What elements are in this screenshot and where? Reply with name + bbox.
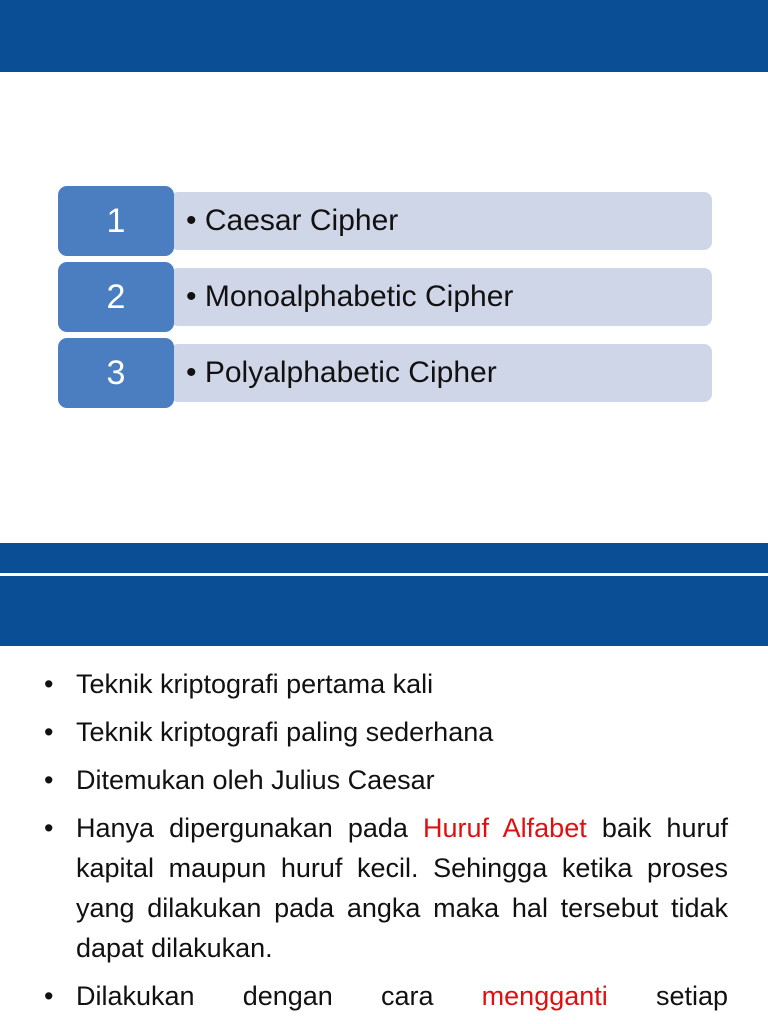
cipher-item-1 (58, 186, 712, 256)
section-title-band (0, 576, 768, 646)
bullet-dot: • (44, 717, 54, 747)
bullet-text-1: Teknik kriptografi pertama kali (76, 669, 434, 699)
cipher-number-1: 1 (58, 186, 174, 256)
cipher-item-2 (58, 262, 712, 332)
top-title-band (0, 0, 768, 72)
cipher-number-2: 2 (58, 262, 174, 332)
bullet-item-2 (44, 712, 728, 752)
bullet-item-5 (44, 976, 728, 1016)
bullet-dot: • (44, 981, 54, 1011)
bullet-item-3 (44, 760, 728, 800)
bullet-dot: • (44, 669, 54, 699)
caesar-description-list (44, 664, 728, 1024)
cipher-item-3 (58, 338, 712, 408)
bullet-text-5-pre: Dilakukan dengan cara (76, 981, 434, 1011)
bullet-text-5-post: setiap (655, 981, 728, 1011)
cipher-label-1: • Caesar Cipher (170, 192, 712, 250)
section-divider-band (0, 543, 768, 573)
bullet-text-3: Ditemukan oleh Julius Caesar (76, 765, 435, 795)
bullet-text-2: Teknik kriptografi paling sederhana (76, 717, 494, 747)
cipher-label-2: • Monoalphabetic Cipher (170, 268, 712, 326)
cipher-label-3: • Polyalphabetic Cipher (170, 344, 712, 402)
bullet-text-4-post: baik huruf kapital maupun huruf kecil. Sehingga ketika proses yang dilakukan pada angka maka hal tersebut tidak dapat dilakukan. (76, 813, 728, 963)
highlight-huruf-alfabet: Huruf Alfabet (423, 813, 587, 843)
bullet-dot: • (44, 813, 54, 843)
highlight-mengganti: mengganti (481, 981, 608, 1011)
bullet-text-4-pre: Hanya dipergunakan pada (76, 813, 408, 843)
cipher-number-3: 3 (58, 338, 174, 408)
bullet-item-1 (44, 664, 728, 704)
bullet-dot: • (44, 765, 54, 795)
bullet-item-4 (44, 808, 728, 968)
